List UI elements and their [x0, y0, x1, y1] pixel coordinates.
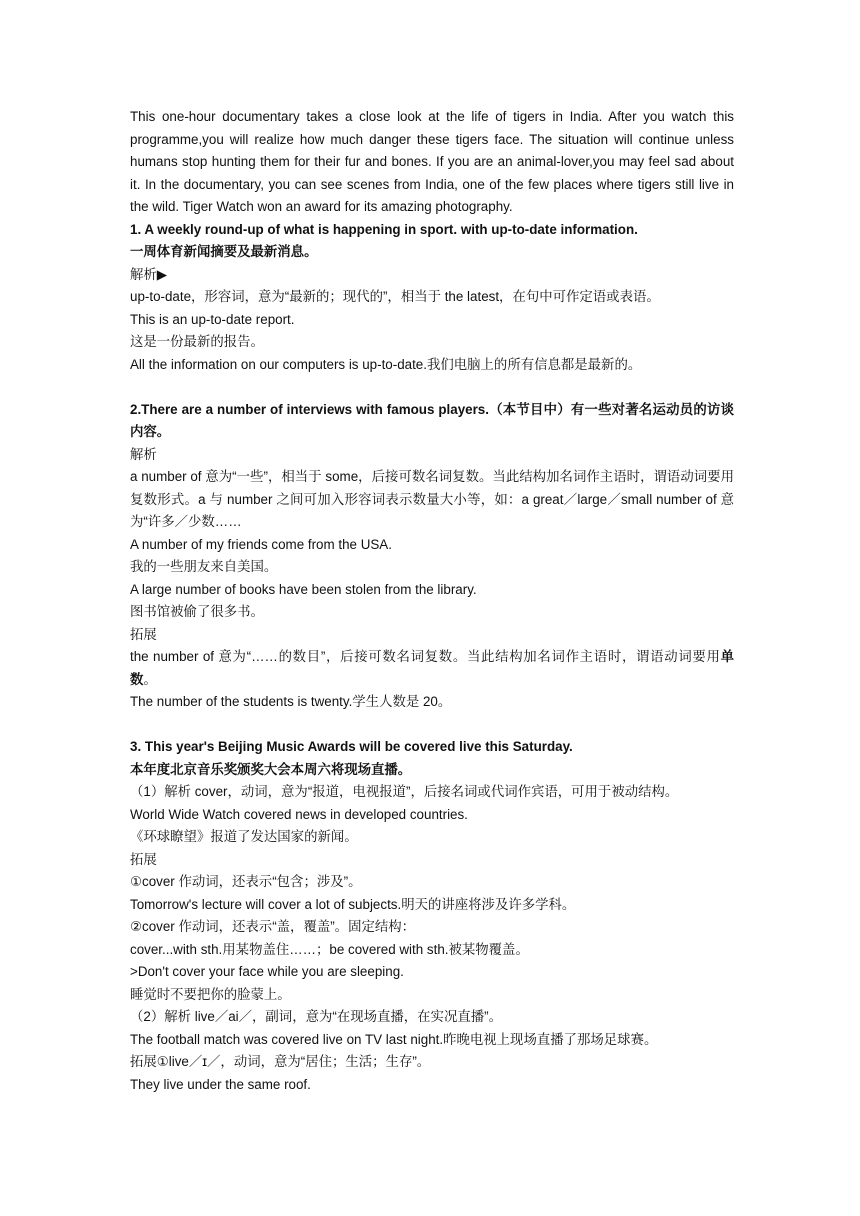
section-3-extension-2-structure: cover...with sth.用某物盖住……；be covered with sth.被某物覆盖。 [130, 941, 529, 957]
intro-paragraph: This one-hour documentary takes a close look at the life of tigers in India. After you watch this programme,you will realize how much danger these tigers face. The situation will continue unless humans stop hunting them for their fur and bones. If you are an animal-lover,you may feel sad about it. In the documentary, you can see scenes from India, one of the few places where tigers still live in the wild. Tiger Watch won an award for its amazing photography. [130, 109, 734, 214]
section-3-extension-2-example-en: >Don't cover your face while you are sleeping. [130, 964, 404, 979]
spacer [130, 376, 734, 399]
section-1-example-1-en: This is an up-to-date report. [130, 311, 295, 327]
section-1-heading-en: 1. A weekly round-up of what is happening in sport. with up-to-date information. [130, 221, 638, 237]
section-3-heading-en: 3. This year's Beijing Music Awards will be covered live this Saturday. [130, 739, 573, 754]
section-1-analysis-label: 解析▶ [130, 266, 168, 282]
document-page [130, 106, 734, 1096]
section-2-analysis-label: 解析 [130, 446, 157, 462]
section-1-example-1-zh: 这是一份最新的报告。 [130, 334, 264, 349]
section-2-heading: 2.There are a number of interviews with famous players.（本节目中）有一些对著名运动员的访谈内容。 [130, 401, 734, 439]
section-3-part-1-example-en: World Wide Watch covered news in developed countries. [130, 806, 468, 822]
section-3-heading-zh: 本年度北京音乐奖颁奖大会本周六将现场直播。 [130, 761, 412, 777]
section-3-part-1: （1）解析 cover，动词，意为“报道，电视报道”，后接名词或代词作宾语，可用于被动结构。 [130, 784, 679, 799]
section-2-extension-example: The number of the students is twenty.学生人数是 20。 [130, 694, 452, 709]
section-2-extension-label: 拓展 [130, 626, 157, 642]
section-2-extension-text [130, 646, 734, 691]
section-2-example-2-en: A large number of books have been stolen from the library. [130, 581, 477, 597]
section-3-extension-label: 拓展 [130, 851, 157, 867]
section-2-example-2-zh: 图书馆被偷了很多书。 [130, 604, 264, 619]
section-1-heading-zh: 一周体育新闻摘要及最新消息。 [130, 244, 318, 259]
section-2-extension-text-b: 。 [143, 671, 157, 687]
section-2-extension-bold: 单数 [130, 649, 734, 687]
section-3-part-1-example-zh: 《环球瞭望》报道了发达国家的新闻。 [130, 829, 358, 844]
section-2-explanation: a number of 意为“一些”，相当于 some，后接可数名词复数。当此结构加名词作主语时，谓语动词要用复数形式。a 与 number 之间可加入形容词表示数量大小等，如：a great／large／small number of 意为“许多／少数…… [130, 469, 734, 529]
section-3-part-2-extension-example: They live under the same roof. [130, 1076, 311, 1092]
section-3-extension-2-example-zh: 睡觉时不要把你的脸蒙上。 [130, 986, 291, 1002]
section-2-example-1-en: A number of my friends come from the USA. [130, 536, 392, 552]
section-3-extension-1-example: Tomorrow's lecture will cover a lot of subjects.明天的讲座将涉及许多学科。 [130, 896, 576, 912]
section-3-extension-2: ②cover 作动词，还表示“盖，覆盖”。固定结构： [130, 919, 416, 934]
section-3-part-2-example: The football match was covered live on TV last night.昨晚电视上现场直播了那场足球赛。 [130, 1031, 658, 1047]
section-3-part-2-extension: 拓展①live／ɪ／，动词，意为“居住；生活；生存”。 [130, 1054, 431, 1069]
section-2-extension-text-a: the number of 意为“……的数目”，后接可数名词复数。当此结构加名词作主语时，谓语动词要用 [130, 649, 721, 664]
spacer [130, 714, 734, 737]
section-3-part-2: （2）解析 live／ai／，副词，意为“在现场直播，在实况直播”。 [130, 1009, 502, 1024]
section-3-extension-1: ①cover 作动词，还表示“包含；涉及”。 [130, 874, 362, 889]
section-1-explanation: up-to-date，形容词，意为“最新的；现代的”，相当于 the latest，在句中可作定语或表语。 [130, 289, 660, 304]
section-1-example-2: All the information on our computers is up-to-date.我们电脑上的所有信息都是最新的。 [130, 356, 642, 372]
section-2-example-1-zh: 我的一些朋友来自美国。 [130, 559, 278, 574]
